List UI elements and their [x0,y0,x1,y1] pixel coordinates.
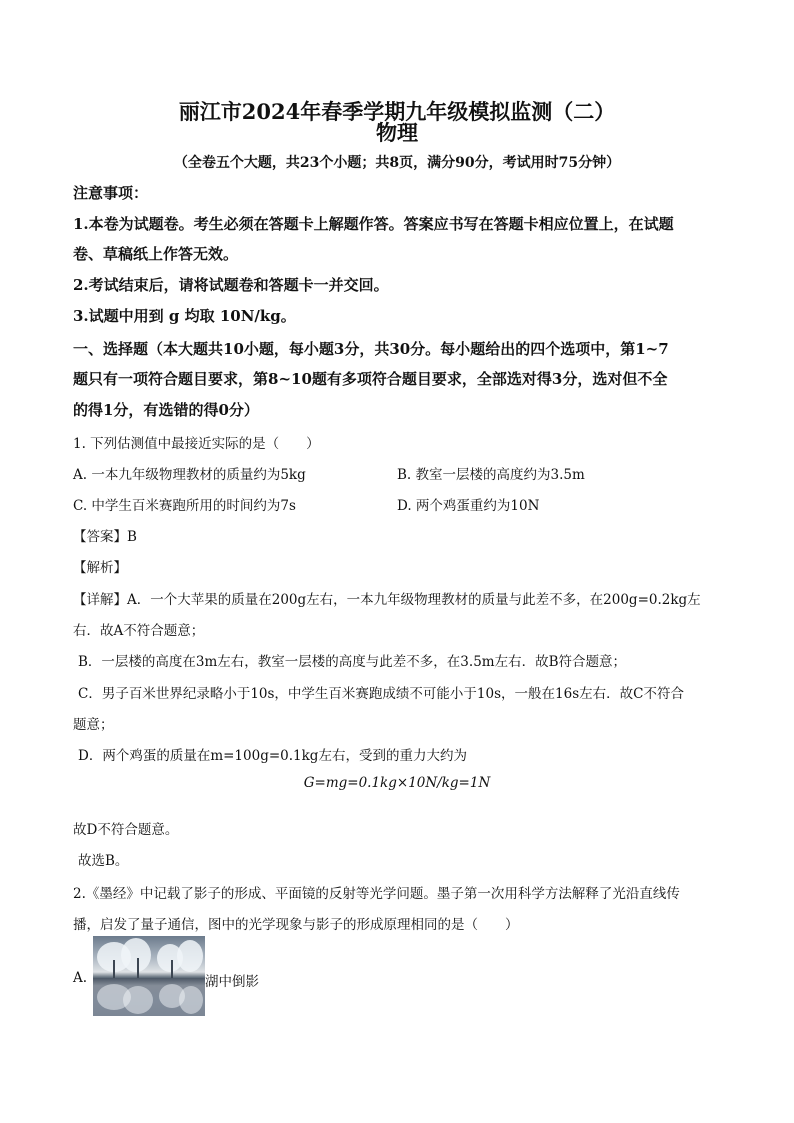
q2-stem-line-1: 2.《墨经》中记载了影子的形成、平面镜的反射等光学问题。墨子第一次用科学方法解释了光沿直线传 [73,886,680,902]
q1-answer: 【答案】B [73,529,137,545]
page-title: 丽江市2024年春季学期九年级模拟监测（二） [178,99,616,124]
q1-detail-line-6: D．两个鸡蛋的质量在m=100g=0.1kg左右，受到的重力大约为 [78,748,467,764]
section1-line-1: 一、选择题（本大题共10小题，每小题3分，共30分。每小题给出的四个选项中，第1~7 [73,340,669,358]
note-line-2: 卷、草稿纸上作答无效。 [73,245,239,263]
q1-formula: G=mg=0.1kg×10N/kg=1N [303,775,491,791]
q1-conclusion: 故D不符合题意。 [73,822,179,838]
q1-detail-line-3: B．一层楼的高度在3m左右，教室一层楼的高度与此差不多，在3.5m左右．故B符合题意； [78,654,627,670]
q1-choice: 故选B。 [78,853,129,869]
subject-title: 物理 [376,120,418,145]
q2-stem-line-2: 播，启发了量子通信，图中的光学现象与影子的形成原理相同的是（ ） [73,917,519,933]
note-line-3: 2.考试结束后，请将试题卷和答题卡一并交回。 [73,276,389,294]
q2-option-a-label: A. [73,970,88,986]
q1-detail-line-4: C．男子百米世界纪录略小于10s，中学生百米赛跑成绩不可能小于10s，一般在16s左右．故C不符合 [78,686,684,702]
q1-stem: 1. 下列估测值中最接近实际的是（ ） [73,436,320,452]
note-line-1: 1.本卷为试题卷。考生必须在答题卡上解题作答。答案应书写在答题卡相应位置上，在试题 [73,215,674,233]
q1-detail-line-2: 右．故A不符合题意； [73,623,205,639]
notes-heading: 注意事项： [73,184,149,202]
lake-reflection-image [93,936,205,1016]
q1-option-a: A. 一本九年级物理教材的质量约为5kg [73,467,306,483]
section1-line-3: 的得1分，有选错的得0分） [73,401,259,419]
note-line-4: 3.试题中用到 g 均取 10N/kg。 [73,307,296,325]
q1-analysis-label: 【解析】 [73,560,127,576]
section1-line-2: 题只有一项符合题目要求，第8~10题有多项符合题目要求，全部选对得3分，选对但不全 [73,370,668,388]
q2-option-a-text: 湖中倒影 [205,974,259,990]
q1-option-b: B. 教室一层楼的高度约为3.5m [397,467,585,483]
q1-detail-line-5: 题意； [73,717,114,733]
q1-option-d: D. 两个鸡蛋重约为10N [397,498,540,514]
exam-info: （全卷五个大题，共23个小题；共8页，满分90分，考试用时75分钟） [173,155,621,171]
q1-detail-line-1: 【详解】A．一个大苹果的质量在200g左右，一本九年级物理教材的质量与此差不多，在200g=0.2kg左 [73,592,701,608]
q1-option-c: C. 中学生百米赛跑所用的时间约为7s [73,498,296,514]
